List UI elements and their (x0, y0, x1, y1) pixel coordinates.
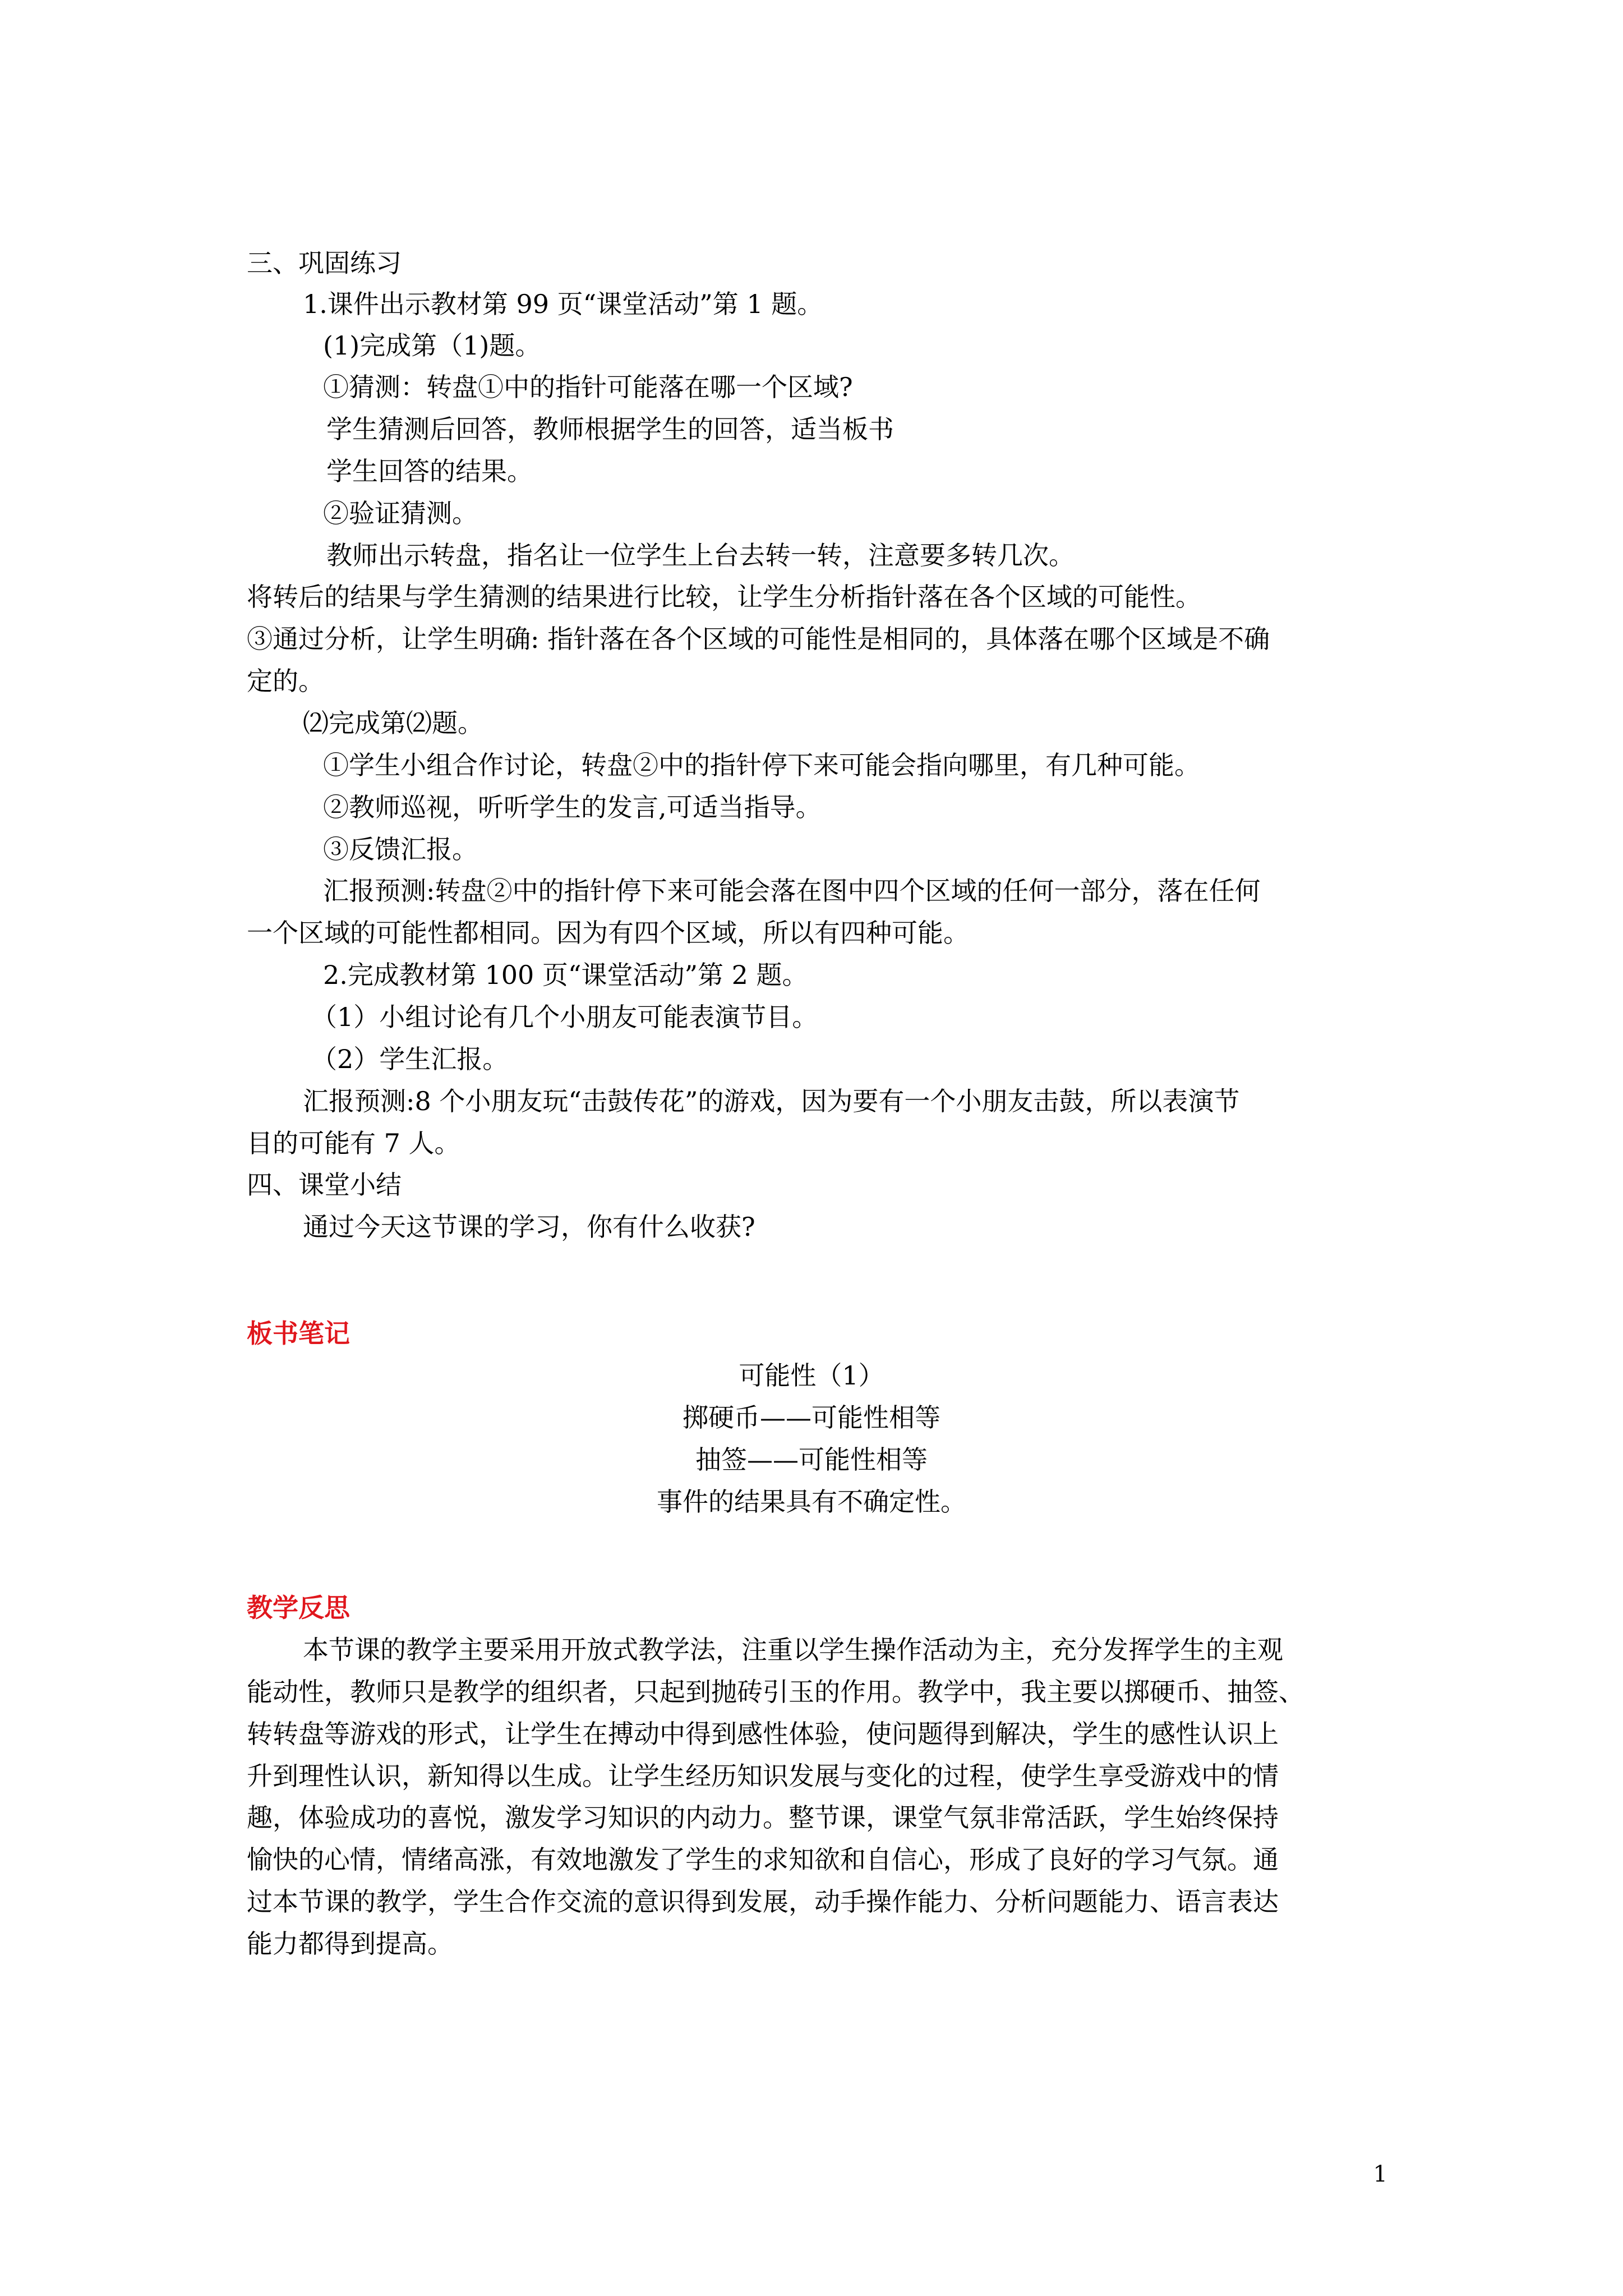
exercise-text: （2）学生汇报。 (311, 1044, 509, 1074)
reflection-line: 转转盘等游戏的形式，让学生在搏动中得到感性体验，使问题得到解决，学生的感性认识上 (247, 1719, 1279, 1749)
page-number: 1 (1373, 2161, 1387, 2187)
exercise-text: （1）小组讨论有几个小朋友可能表演节目。 (311, 1002, 818, 1032)
reflection-heading: 教学反思 (247, 1593, 350, 1623)
section-heading-summary: 四、课堂小结 (247, 1170, 402, 1200)
exercise-text: ③反馈汇报。 (323, 834, 478, 864)
summary-text: 通过今天这节课的学习，你有什么收获? (303, 1212, 755, 1242)
exercise-text: 定的。 (247, 666, 324, 696)
exercise-text: 一个区域的可能性都相同。因为有四个区域，所以有四种可能。 (247, 918, 969, 948)
board-notes-line: 抽签——可能性相等 (695, 1444, 928, 1475)
exercise-text: 目的可能有 7 人。 (247, 1128, 460, 1158)
reflection-line: 本节课的教学主要采用开放式教学法，注重以学生操作活动为主，充分发挥学生的主观 (303, 1635, 1283, 1665)
exercise-text: 教师出示转盘，指名让一位学生上台去转一转，注意要多转几次。 (326, 540, 1075, 570)
reflection-line: 能动性，教师只是教学的组织者，只起到抛砖引玉的作用。教学中，我主要以掷硬币、抽签、 (247, 1677, 1304, 1707)
reflection-line: 能力都得到提高。 (247, 1929, 453, 1959)
exercise-step-verify: ②验证猜测。 (323, 498, 478, 528)
exercise-sub-2: ⑵完成第⑵题。 (303, 708, 483, 738)
exercise-sub-1: (1)完成第（1)题。 (323, 330, 541, 361)
exercise-text: ③通过分析，让学生明确: 指针落在各个区域的可能性是相同的，具体落在哪个区域是不确 (247, 624, 1270, 654)
exercise-step-guess: ①猜测：转盘①中的指针可能落在哪一个区域? (323, 372, 853, 402)
exercise-text: 学生回答的结果。 (326, 456, 533, 486)
exercise-text: 学生猜测后回答，教师根据学生的回答，适当板书 (326, 414, 894, 444)
board-notes-line: 掷硬币——可能性相等 (683, 1402, 940, 1433)
exercise-item-1: 1.课件出示教材第 99 页“课堂活动”第 1 题。 (303, 289, 823, 319)
reflection-line: 趣，体验成功的喜悦，激发学习知识的内动力。整节课，课堂气氛非常活跃，学生始终保持 (247, 1802, 1279, 1833)
exercise-text: 将转后的结果与学生猜测的结果进行比较，让学生分析指针落在各个区域的可能性。 (247, 582, 1201, 612)
reflection-line: 过本节课的教学，学生合作交流的意识得到发展，动手操作能力、分析问题能力、语言表达 (247, 1887, 1279, 1917)
section-heading-consolidation: 三、巩固练习 (247, 248, 402, 278)
exercise-text: 汇报预测:转盘②中的指针停下来可能会落在图中四个区域的任何一部分，落在任何 (323, 876, 1261, 906)
board-notes-heading: 板书笔记 (247, 1318, 350, 1349)
board-notes-line: 事件的结果具有不确定性。 (657, 1487, 966, 1517)
exercise-item-2: 2.完成教材第 100 页“课堂活动”第 2 题。 (323, 960, 808, 990)
exercise-text: ①学生小组合作讨论，转盘②中的指针停下来可能会指向哪里，有几种可能。 (323, 750, 1200, 780)
board-notes-title: 可能性（1） (739, 1360, 884, 1391)
reflection-line: 升到理性认识，新知得以生成。让学生经历知识发展与变化的过程，使学生享受游戏中的情 (247, 1761, 1279, 1791)
reflection-line: 愉快的心情，情绪高涨，有效地激发了学生的求知欲和自信心，形成了良好的学习气氛。通 (247, 1844, 1279, 1875)
exercise-text: ②教师巡视，听听学生的发言,可适当指导。 (323, 792, 822, 822)
exercise-text: 汇报预测:8 个小朋友玩“击鼓传花”的游戏，因为要有一个小朋友击鼓，所以表演节 (303, 1086, 1240, 1116)
